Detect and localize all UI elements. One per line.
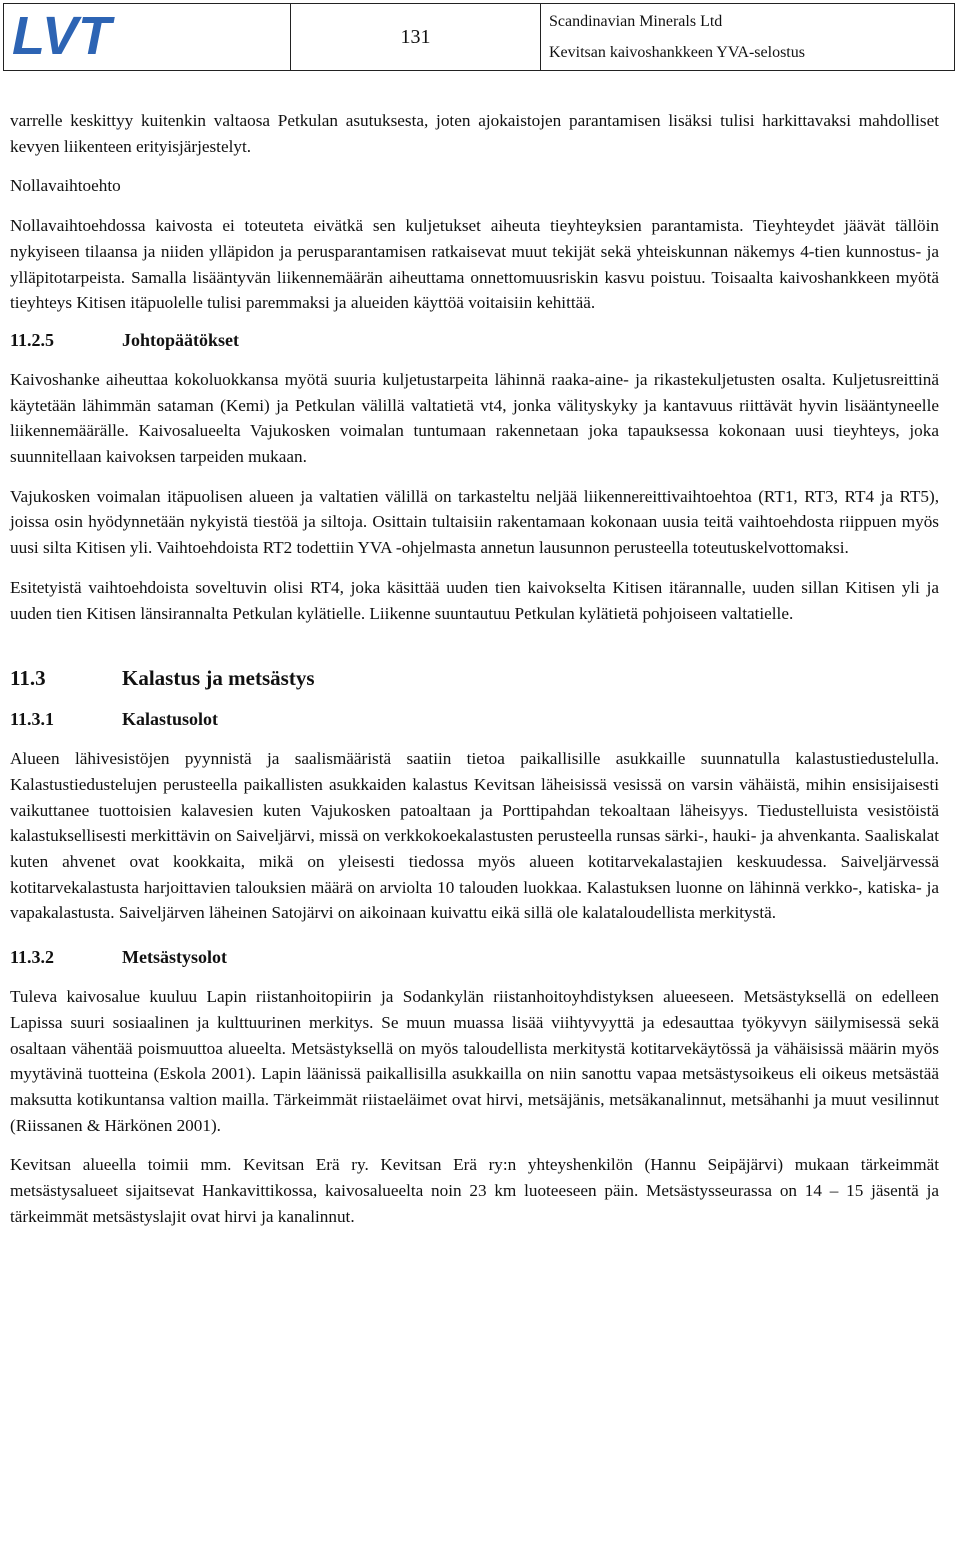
page-header xyxy=(3,3,955,71)
section-heading-11-2-5 xyxy=(10,327,939,353)
svg-text:LVT: LVT xyxy=(12,8,112,64)
header-info xyxy=(541,4,954,70)
paragraph: Kaivoshanke aiheuttaa kokoluokkansa myötä suuria kuljetustarpeita lähinnä raaka-aine- ja rikastekuljetusten osalta. Kuljetusreittinä käytetään lähimmän sataman (Kemi) ja Petkulan välillä valtatietä vt4, jonka välityskyky ja kantavuus riittävät hyvin lisääntyneelle liikennemäärälle. Kaivosalueelta Vajukosken voimalan tuntumaan rakennetaan joka tapauksessa kokonaan uusi tieyhteys, joka suunnitellaan kaivoksen tarpeiden mukaan. xyxy=(10,369,939,467)
document-body xyxy=(10,108,939,1230)
paragraph: Tuleva kaivosalue kuuluu Lapin riistanhoitopiirin ja Sodankylän riistanhoitoyhdistyksen alueeseen. Metsästyksellä on edelleen Lapissa suuri sosiaalinen ja kulttuurinen merkitys. Se muun muassa lisää viihtyvyyttä ja edesauttaa työkyvyn säilymisessä sekä osaltaan vähentää poismuuttoa alueelta. Metsästyksellä on myös taloudellista merkitystä kotitarvekäytössä ja vähäisissä määrin myös myytävinä tuotteina (Eskola 2001). Lapin läänissä paikallisilla asukkailla on niin sanottu vapaa metsästysoikeus eli oikeus metsästää maksutta kotikuntansa valtion mailla. Tärkeimmät riistaeläimet ovat hirvi, metsäjänis, metsäkanalinnut, metsähanhi ja muut vesilinnut (Riissanen & Härkönen 2001). xyxy=(10,987,939,1135)
paragraph: Kevitsan alueella toimii mm. Kevitsan Erä ry. Kevitsan Erä ry:n yhteyshenkilön (Hannu Seipäjärvi) mukaan tärkeimmät metsästysalueet sijaitsevat Hankavittikossa, kaivosalueelta noin 23 km luoteeseen päin. Metsästysseurassa on 14 – 15 jäsentä ja tärkeimmät metsästyslajit ovat hirvi ja kanalinnut. xyxy=(10,1155,939,1226)
section-heading-11-3-1 xyxy=(10,706,939,732)
section-title: Kalastus ja metsästys xyxy=(122,666,315,691)
paragraph: Nollavaihtoehdossa kaivosta ei toteuteta eivätkä sen kuljetukset aiheuta tieyhteyksien parantamista. Tieyhteydet jäävät tällöin nykyiseen tilaansa ja niiden ylläpidon ja perusparantamisen ratkaisevat muut tekijät sekä yhteiskunnan näkemys 4-tien kunnostus- ja ylläpitotarpeista. Samalla lisääntyvän liikennemäärän aiheuttama onnettomuusriskin kasvu poistuu. Toisaalta kaivoshankkeen myötä tieyhteys Kitisen itäpuolelle tulisi paremmaksi ja alueiden käyttöä voitaisiin kehittää. xyxy=(10,216,939,313)
section-title: Kalastusolot xyxy=(122,709,219,730)
page-number: 131 xyxy=(291,4,541,70)
paragraph: Alueen lähivesistöjen pyynnistä ja saalismääristä saatiin tietoa paikallisille asukkaille suunnatulla kalastustiedustelulla. Kalastustiedustelujen perusteella paikallisten asukkaiden kalastus Kevitsan läheisissä vesissä on varsin vähäistä, mihin ensisijaisesti vaikuttanee tuottoisien kalavesien kuten Vajukosken patoaltaan ja Porttipahdan tekoaltaan läheisyys. Tiedustelluista vesistöistä kalastuksellisesti merkittävin on Saiveljärvi, missä on verkkokoekalastusten perusteella runsas särki-, hauki- ja ahvenkanta. Saaliskalat kuten ahvenet ovat kookkaita, mikä on yleisesti tiedossa myös alueen kotitarvekalastajien keskuudessa. Saiveljärvessä kotitarvekalastusta harjoittavien talouksien määrä on arviolta 10 talouden luokkaa. Kalastuksen luonne on lähinnä verkko-, katiska- ja vapakalastusta. Saiveljärven läheinen Satojärvi on aikoinaan kuivattu eikä sillä ole kalataloudellista merkitystä. xyxy=(10,749,939,923)
subheading-nollavaihtoehto: Nollavaihtoehto xyxy=(10,176,121,196)
section-number: 11.3 xyxy=(10,666,46,691)
paragraph: Esitetyistä vaihtoehdoista soveltuvin olisi RT4, joka käsittää uuden tien kaivokselta Kitisen itärannalle, uuden sillan Kitisen yli ja uuden tien Kitisen länsirannalta Petkulan kylätielle. Liikenne suuntautuu Petkulan kylätietä pohjoiseen valtatielle. xyxy=(10,577,939,623)
section-number: 11.2.5 xyxy=(10,329,55,350)
lvt-logo-icon xyxy=(10,8,140,64)
company-name: Scandinavian Minerals Ltd xyxy=(549,12,723,30)
paragraph: Vajukosken voimalan itäpuolisen alueen ja valtatien välillä on tarkasteltu neljää liikennereittivaihtoehtoa (RT1, RT3, RT4 ja RT5), joissa osin hyödynnetään nykyistä tiestöä ja siltoja. Osittain tultaisiin rakentamaan kokonaan uusia teitä vaihtoehdosta riippuen myös uusi silta Kitisen yli. Vaihtoehdoista RT2 todettiin YVA -ohjelmasta annetun lausunnon perusteella toteutuskelvottomaksi. xyxy=(10,486,939,558)
report-title: Kevitsan kaivoshankkeen YVA-selostus xyxy=(549,43,805,61)
lvt-logo xyxy=(4,4,291,70)
section-title: Metsästysolot xyxy=(122,947,227,968)
section-number: 11.3.2 xyxy=(10,947,55,968)
section-number: 11.3.1 xyxy=(10,709,55,730)
section-title: Johtopäätökset xyxy=(122,329,240,350)
paragraph: varrelle keskittyy kuitenkin valtaosa Petkulan asutuksesta, joten ajokaistojen parantamisen lisäksi tulisi harkittavaksi mahdolliset kevyen liikenteen erityisjärjestelyt. xyxy=(10,111,939,156)
section-heading-11-3-2 xyxy=(10,944,939,970)
section-heading-11-3 xyxy=(10,664,939,692)
